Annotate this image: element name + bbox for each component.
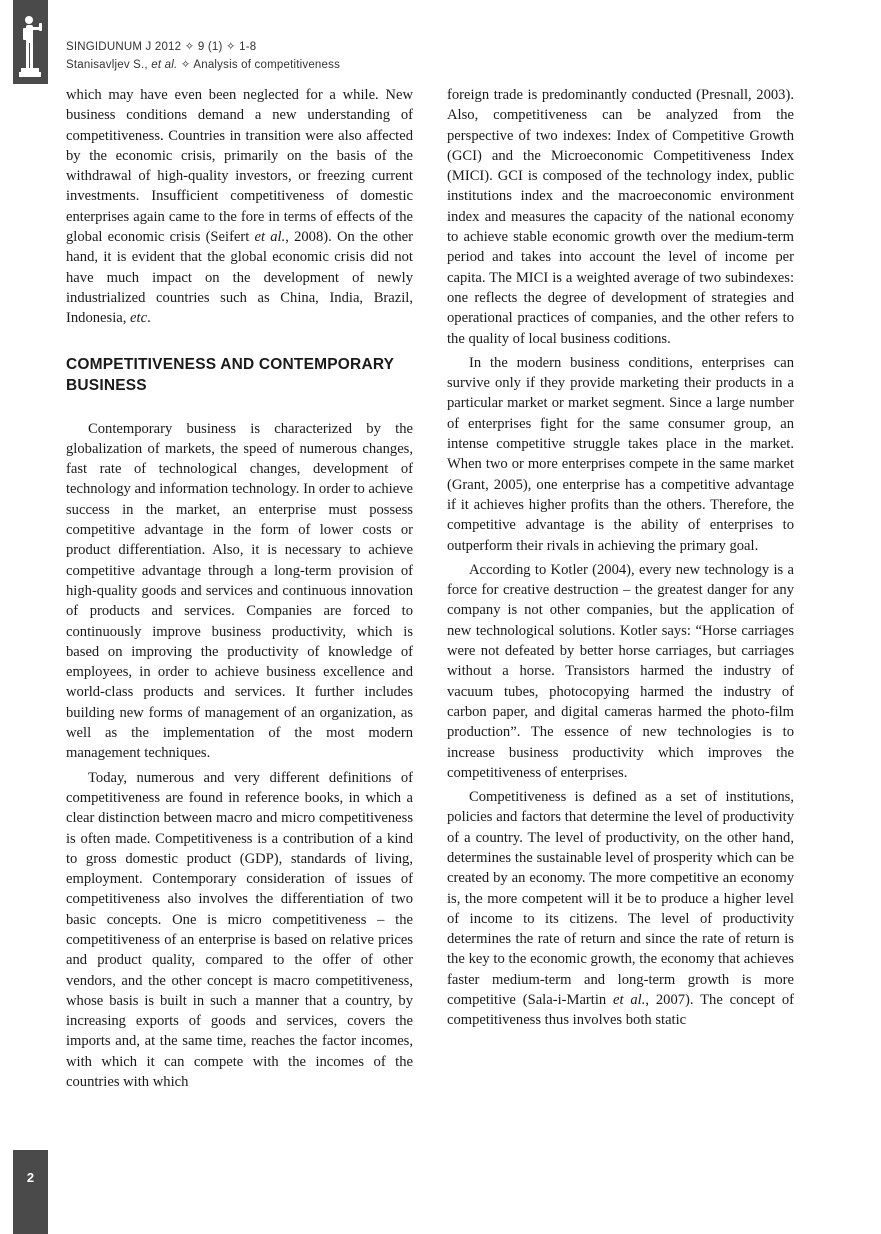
left-paragraph-2: Contemporary business is characterized by the globalization of markets, the speed of numerous changes, fast rate of technological changes, development of technology and information technology. In order to achieve success in the market, an enterprise must possess competitive advantage in the form of lower costs or product differentiation. Also, it is necessary to achieve competitive advantage through a long-term provision of high-quality goods and services and continuous innovation of products and services. Companies are forced to continuously improve business productivity, which is based on improving the productivity of knowledge of employees, in order to achieve business excellence and world-class products and services. It further includes building new forms of management of an organization, as well as the implementation of the most modern management techniques. (66, 420, 413, 762)
section-heading: COMPETITIVENESS AND CONTEMPORARY BUSINESS (66, 355, 394, 394)
authors-etal: et al. (151, 59, 178, 71)
left-paragraph-3: Today, numerous and very different definitions of competitiveness are found in reference books, in which a clear distinction between macro and micro competitiveness is often made. Competitiveness is a contribution of a kind to gross domestic product (GDP), standards of living, employment. Contemporary consideration of issues of competitiveness also involves the differentiation of two basic concepts. One is micro competitiveness – the competitiveness of an enterprise is based on relative prices and product quality, compared to the offer of other vendors, and the other concept is macro competitiveness, whose basis is built in such a manner that a country, by increasing exports of goods and services, covers the imports and, at the same time, reaches the factor incomes, with which it can compete with the incomes of the countries with which (66, 769, 413, 1091)
right-paragraph-3: According to Kotler (2004), every new technology is a force for creative destruction – the greatest danger for any company is not other companies, but the application of new technological solutions. Kotler says: “Horse carriages were not defeated by better horse carriages, but carriages without a horse. Transistors harmed the industry of vacuum tubes, photocopying harmed the industry of carbon paper, and digital cameras harmed the photo-film production”. The essence of new technologies is to increase business productivity which improves the competitiveness of enterprises. (447, 561, 794, 781)
authors: Stanisavljev S., (66, 59, 152, 71)
journal-citation: SINGIDUNUM J 2012 ✧ 9 (1) ✧ 1-8 (66, 41, 257, 53)
right-column (447, 85, 794, 1031)
right-paragraph-4: Competitiveness is defined as a set of institutions, policies and factors that determine the level of productivity of a country. The level of productivity, on the other hand, determines the sustainable level of prosperity which can be created by an economy. The more competitive an economy is, the more competent will it be to produce a higher level of income to its citizens. The level of productivity determines the rate of return and since the rate of return is the key to the economic growth, the economy that achieves faster medium-term and long-term growth is more competitive (Sala-i-Martin et al., 2007). The concept of competitiveness thus involves both static (447, 789, 794, 1029)
statue-icon (13, 0, 48, 84)
running-header (66, 38, 340, 74)
left-paragraph-1: which may have even been neglected for a while. New business conditions demand a new understanding of competitiveness. Countries in transition were also affected by the economic crisis, primarily on the basis of the withdrawal of high-quality investors, or freezing current investments. Insufficient competitiveness of domestic enterprises again came to the fore in terms of effects of the global economic crisis (Seifert et al., 2008). On the other hand, it is evident that the global economic crisis did not have much impact on the development of newly industrialized countries such as China, India, Brazil, Indonesia, etc. (66, 87, 413, 327)
left-column (66, 85, 413, 1092)
right-paragraph-1: foreign trade is predominantly conducted (Presnall, 2003). Also, competitiveness can be analyzed from the perspective of two indexes: Index of Competitive Growth (GCI) and the Microeconomic Competitiveness Index (MICI). GCI is composed of the technology index, public institutions index and the macroeconomic environment index and measures the capacity of the national economy to achieve stable economic growth over the medium-term period and takes into account the level of income per capita. The MICI is a weighted average of two subindexes: one reflects the degree of development of strategies and operational practices of companies, and the other refers to the quality of local business coditions. (447, 87, 794, 347)
page-number: 2 (26, 1170, 35, 1185)
journal-logo-bar (13, 0, 48, 84)
header-separator: ✧ (177, 59, 194, 71)
short-title: Analysis of competitiveness (193, 59, 341, 71)
right-paragraph-2: In the modern business conditions, enterprises can survive only if they provide marketing their products in a particular market or market segment. Since a large number of enterprises fight for the same consumer group, an intense competitive struggle takes place in the market. When two or more enterprises compete in the same market (Grant, 2005), one enterprise has a competitive advantage if it achieves higher profits than the others. Therefore, the competitive advantage is the ability of enterprises to outperform their rivals in achieving the primary goal. (447, 354, 794, 554)
page-number-box (13, 1150, 48, 1234)
author-title-line (66, 56, 340, 74)
